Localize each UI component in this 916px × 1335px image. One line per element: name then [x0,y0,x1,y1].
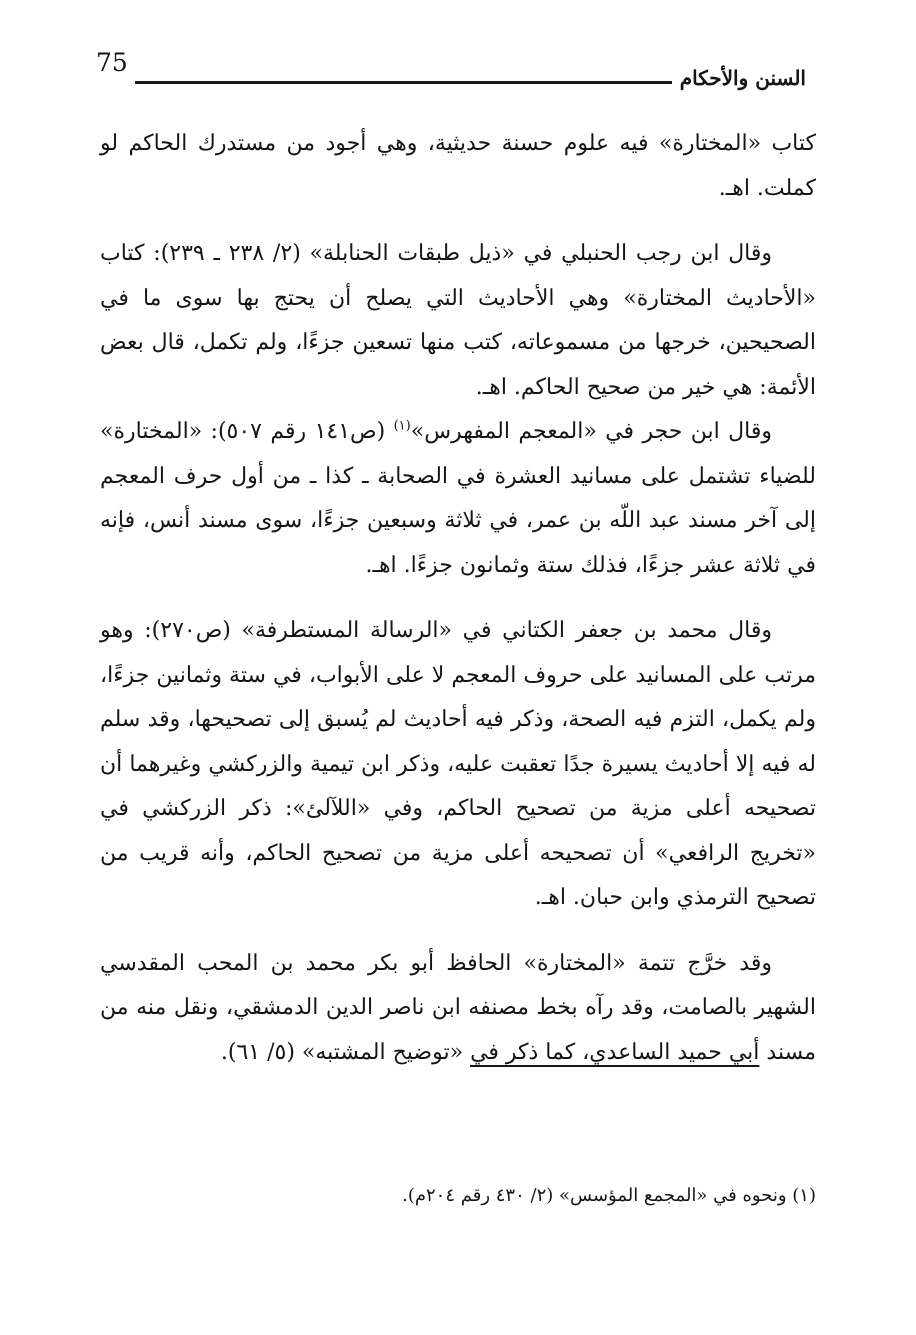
body-text [100,122,816,1075]
paragraph-1: كتاب «المختارة» فيه علوم حسنة حديثية، وهي أجود من مستدرك الحاكم لو كملت. اهـ. [100,131,816,201]
header-rule [135,81,672,84]
paragraph-3-before: وقال ابن حجر في «المعجم المفهرس» [410,419,772,444]
paragraph-3-after: (ص١٤١ رقم ٥٠٧): «المختارة» للضياء تشتمل على مسانيد العشرة في الصحابة ـ كذا ـ من أول حرف المعجم إلى آخر مسند عبد اللّه بن عمر، في ثلاثة وسبعين جزءًا، سوى مسند أنس، فإنه في ثلاثة عشر جزءًا، فذلك ستة وثمانون جزءًا. اهـ. [100,419,816,578]
paragraph-5-underlined: أبي حميد الساعدي، كما ذكر في [470,1039,760,1065]
running-title: السنن والأحكام [679,66,806,90]
paragraph-3 [100,410,816,588]
paragraph-5-tail: «توضيح المشتبه» (٥/ ٦١). [220,1039,471,1065]
paragraph-2: وقال ابن رجب الحنبلي في «ذيل طبقات الحنابلة» (٢/ ٢٣٨ ـ ٢٣٩): كتاب «الأحاديث المختارة» وهي الأحاديث التي يصلح أن يحتج بها سوى ما في الصحيحين، خرجها من مسموعاته، كتب منها تسعين جزءًا، ولم تكمل، قال بعض الأئمة: هي خير من صحيح الحاكم. اهـ. [100,241,816,400]
footnote-ref-1: (١) [393,418,411,434]
paragraph-5 [100,942,816,1076]
footnote-1: (١) ونحوه في «المجمع المؤسس» (٢/ ٤٣٠ رقم ٢٠٤م). [402,1185,816,1206]
paragraph-4: وقال محمد بن جعفر الكتاني في «الرسالة المستطرفة» (ص٢٧٠): وهو مرتب على المسانيد على حروف المعجم لا على الأبواب، في ستة وثمانين جزءًا، ولم يكمل، التزم فيه الصحة، وذكر فيه أحاديث لم يُسبق إلى تصحيحها، وقد سلم له فيه إلا أحاديث يسيرة جدًا تعقبت عليه، وذكر ابن تيمية والزركشي وغيرهما أن تصحيحه أعلى مزية من تصحيح الحاكم، وفي «اللآلئ»: ذكر الزركشي في «تخريج الرافعي» أن تصحيحه أعلى مزية من تصحيح الحاكم، وأنه قريب من تصحيح الترمذي وابن حبان. اهـ. [100,618,816,910]
paragraph-5-main: وقد خرَّج تتمة «المختارة» الحافظ أبو بكر محمد بن المحب المقدسي الشهير بالصامت، وقد رآه بخط مصنفه ابن ناصر الدين الدمشقي، ونقل منه من مسند [100,950,816,1065]
page-number: 75 [96,48,128,77]
